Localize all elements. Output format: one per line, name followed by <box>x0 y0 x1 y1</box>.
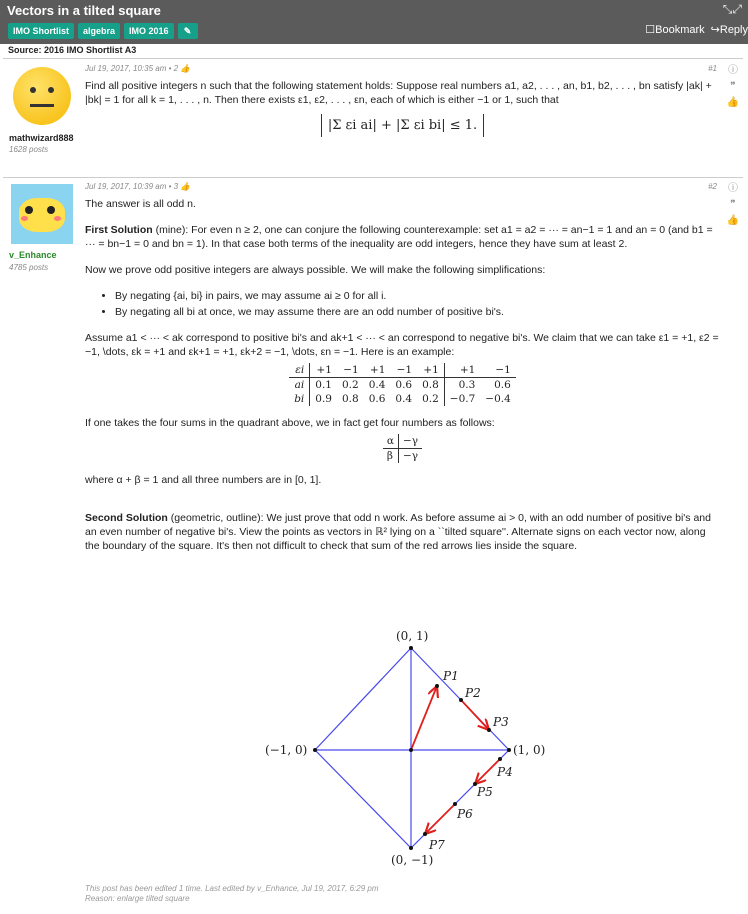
label-p3: P3 <box>493 715 509 729</box>
post-count: 1628 posts <box>9 145 49 154</box>
formula-text: |Σ εi ai| + |Σ εi bi| ≤ 1. <box>321 114 484 137</box>
table-cell: −0.4 <box>485 393 511 405</box>
problem-formula <box>85 119 720 133</box>
post-tools <box>725 63 741 111</box>
sol1-title: First Solution <box>85 224 153 236</box>
table-cell: −1 <box>390 363 417 378</box>
username[interactable]: v_Enhance <box>9 250 57 260</box>
list-item: • By negating all bi at once, we may assume there are an odd number of positive bi's. <box>115 305 720 319</box>
list-item: • By negating {ai, bi} in pairs, we may assume ai ≥ 0 for all i. <box>115 289 720 303</box>
arrow <box>461 700 489 730</box>
info-icon[interactable]: ⓘ <box>728 183 738 194</box>
second-solution <box>85 511 720 553</box>
expand-icon[interactable]: ⤡⤢ <box>722 2 742 16</box>
table-cell: +1 <box>310 363 337 378</box>
red-arrows <box>411 686 500 834</box>
first-solution <box>85 223 720 251</box>
like-icon[interactable]: 👍 <box>180 64 191 73</box>
answer-text: The answer is all odd n. <box>85 198 196 210</box>
table-row <box>289 392 516 406</box>
reply-button[interactable] <box>711 23 748 36</box>
table-cell: 0.6 <box>395 379 413 391</box>
edit-note-text: This post has been edited 1 time. Last edited by v_Enhance, Jul 19, 2017, 6:29 pm <box>85 884 379 893</box>
table-cell: −γ <box>399 434 423 449</box>
edit-note <box>85 884 379 904</box>
tag-list <box>8 23 198 39</box>
table-cell: 0.4 <box>395 393 413 405</box>
arrow <box>425 804 455 834</box>
label-bottom: (0, −1) <box>391 853 434 867</box>
problem-text: Find all positive integers n such that the following statement holds: Suppose real numbers a1, a2, . . . , an, b1, b2, . . . , bn satisfy |ak| + |bk| = 1 for all k = 1, . . . , n. Then there exists ε1, ε2, . . . , εn, each of which is either −1 or 1, such that <box>85 80 712 106</box>
post-number[interactable]: #2 <box>708 182 717 191</box>
table-cell: +1 <box>417 363 444 378</box>
info-icon[interactable]: ⓘ <box>728 65 738 76</box>
post-date: Jul 19, 2017, 10:35 am • 2 <box>85 64 179 73</box>
bookmark-button[interactable] <box>645 23 704 36</box>
table-row <box>383 449 422 464</box>
table-cell: −γ <box>403 450 419 462</box>
table-cell: +1 <box>444 363 480 378</box>
simplification-list <box>85 289 720 319</box>
source-text: 2016 IMO Shortlist A3 <box>44 45 137 55</box>
post-count: 4785 posts <box>9 263 49 272</box>
sol2-text: (geometric, outline): We just prove that odd n work. As before assume ai > 0, with an odd number of positive bi's and an even number of negative bi's. View the points as vectors in ℝ² lying on a ``tilted square''. Alternate signs on each vector now, along the boundary of the square. It's then not difficult to check that sum of the red arrows lies inside the square. <box>85 512 711 552</box>
table-cell: 0.6 <box>494 379 511 391</box>
post-body <box>85 197 720 565</box>
table-cell: 0.8 <box>422 379 439 391</box>
table-cell: −1 <box>480 363 516 378</box>
table-row <box>383 434 422 449</box>
label-p2: P2 <box>465 686 481 700</box>
table-cell: 0.6 <box>368 393 386 405</box>
sums-table <box>383 434 422 463</box>
thumbs-up-icon[interactable]: 👍 <box>726 215 740 226</box>
post-1 <box>3 58 743 178</box>
avatar[interactable] <box>13 67 71 125</box>
quote-icon[interactable]: ❞ <box>730 199 736 210</box>
reply-label: Reply <box>719 24 748 36</box>
topic-header <box>0 0 748 44</box>
conclusion-text: where α + β = 1 and all three numbers are in [0, 1]. <box>85 474 322 486</box>
sol1-text: (mine): For even n ≥ 2, one can conjure the following counterexample: set a1 = a2 = ··· = an−1 = 1 and an = 0 (and b1 = ··· = bn−1 = 0 and bn = 1). In that case both terms of the inequality are odd integers, hence they have sum at least 2. <box>85 224 713 250</box>
table-cell: ai <box>289 378 310 393</box>
sol2-title: Second Solution <box>85 512 168 524</box>
post-2 <box>3 177 743 912</box>
topic-title: Vectors in a tilted square <box>7 3 161 18</box>
table-cell: εi <box>289 363 310 378</box>
tilted-square-diagram <box>253 626 553 871</box>
quote-icon[interactable]: ❞ <box>730 81 736 92</box>
table-cell: bi <box>289 392 310 406</box>
label-p6: P6 <box>457 807 473 821</box>
table-cell: 0.9 <box>315 393 332 405</box>
tag-imo-2016[interactable]: IMO 2016 <box>124 23 174 39</box>
post-body <box>85 79 720 139</box>
edit-reason: Reason: enlarge tilted square <box>85 894 190 903</box>
tag-algebra[interactable]: algebra <box>78 23 120 39</box>
label-p7: P7 <box>429 838 445 852</box>
post-meta <box>85 64 190 73</box>
label-left: (−1, 0) <box>265 743 308 757</box>
source-line <box>8 45 136 55</box>
avatar[interactable] <box>11 184 73 244</box>
table-cell: −1 <box>337 363 364 378</box>
bookmark-label: Bookmark <box>655 24 705 36</box>
table-cell: β <box>383 449 399 464</box>
reply-icon: ↪ <box>710 24 720 36</box>
label-p4: P4 <box>497 765 513 779</box>
post-tools <box>725 181 741 229</box>
label-right: (1, 0) <box>513 743 546 757</box>
like-icon[interactable]: 👍 <box>180 182 191 191</box>
claim-text: Assume a1 < ··· < ak correspond to positive bi's and ak+1 < ··· < an correspond to negative bi's. We claim that we can take ε1 = +1, ε2 = −1, \dots, εk = +1 and εk+1 = +1, εk+2 = −1, \dots, εn = −1. Here is an example: <box>85 332 719 358</box>
tag-imo-shortlist[interactable]: IMO Shortlist <box>8 23 74 39</box>
edit-tags-icon[interactable]: ✎ <box>178 23 198 39</box>
label-top: (0, 1) <box>396 629 429 643</box>
table-cell: 0.1 <box>315 379 332 391</box>
table-cell: 0.2 <box>422 393 439 405</box>
table-cell: 0.4 <box>368 379 386 391</box>
table-row <box>289 363 516 378</box>
arrow <box>411 686 437 750</box>
table-cell: 0.8 <box>341 393 359 405</box>
bookmark-icon: ☐ <box>645 24 656 36</box>
thumbs-up-icon[interactable]: 👍 <box>726 97 740 108</box>
table-cell: 0.2 <box>341 379 359 391</box>
source-label: Source: <box>8 45 42 55</box>
post-date: Jul 19, 2017, 10:39 am • 3 <box>85 182 179 191</box>
username[interactable]: mathwizard888 <box>9 133 74 143</box>
table-cell: −0.7 <box>444 392 480 406</box>
intro-text: Now we prove odd positive integers are always possible. We will make the following simplifications: <box>85 264 546 276</box>
sums-text: If one takes the four sums in the quadrant above, we in fact get four numbers as follows: <box>85 417 495 429</box>
label-p1: P1 <box>443 669 459 683</box>
table-cell: +1 <box>364 363 391 378</box>
label-p5: P5 <box>477 785 493 799</box>
table-cell: 0.3 <box>444 378 480 393</box>
table-cell: α <box>383 434 399 449</box>
post-number[interactable]: #1 <box>708 64 717 73</box>
example-table <box>289 363 516 406</box>
table-row <box>289 378 516 393</box>
post-meta <box>85 182 190 191</box>
